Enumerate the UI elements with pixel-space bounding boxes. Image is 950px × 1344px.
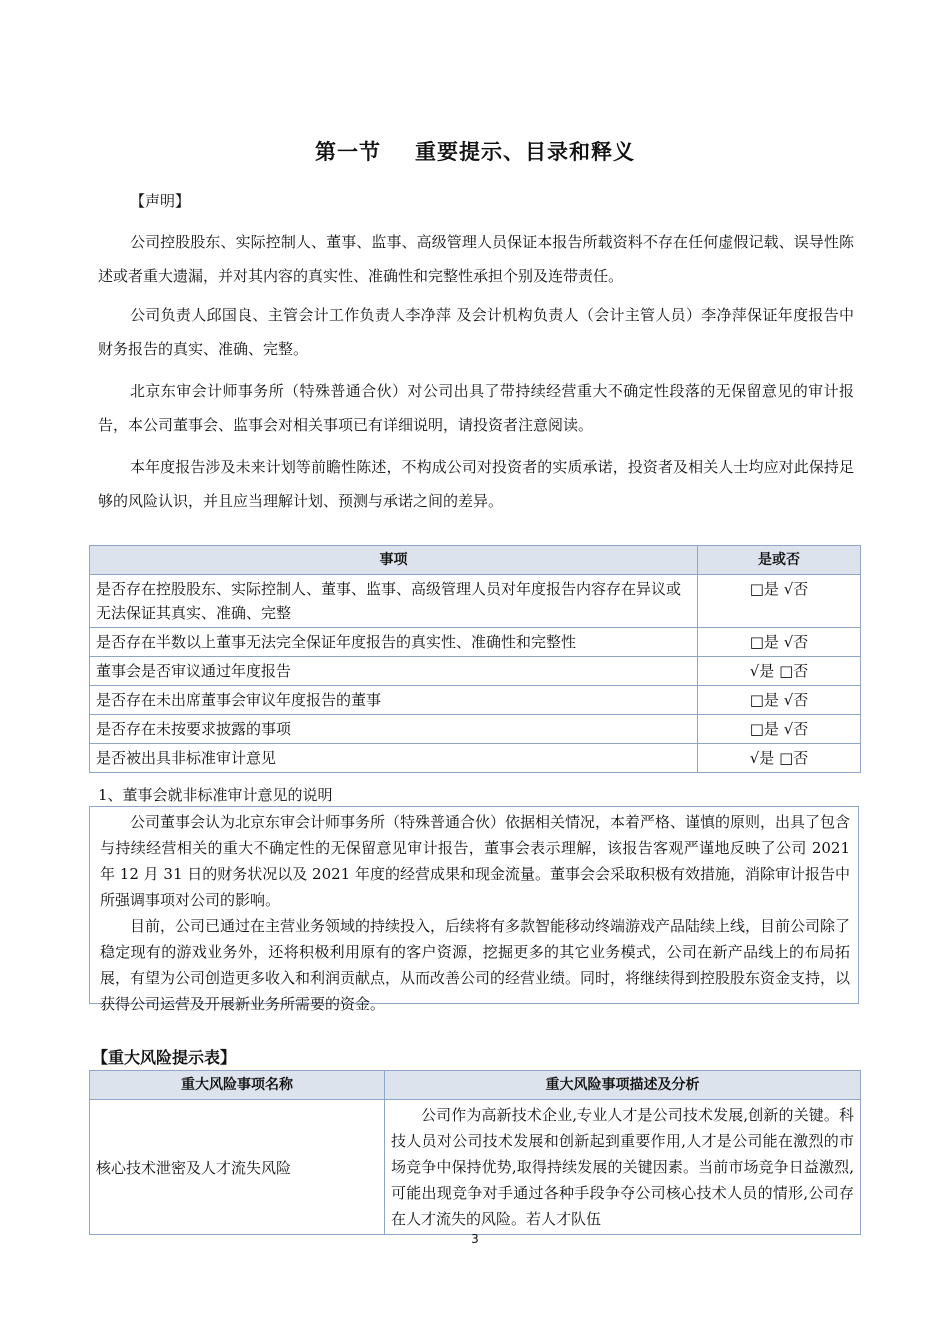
matter-answer: □是 √否	[698, 686, 861, 715]
table-row	[90, 715, 861, 744]
table-row	[90, 686, 861, 715]
matter-item: 是否被出具非标准审计意见	[90, 744, 698, 773]
note-paragraph: 公司董事会认为北京东审会计师事务所（特殊普通合伙）依据相关情况，本着严格、谨慎的原则，出具了包含与持续经营相关的重大不确定性的无保留意见审计报告，董事会表示理解，该报告客观严谨地反映了公司 2021 年 12 月 31 日的财务状况以及 2021 年度的经营成果和现金流量。董事会会采取积极有效措施，消除审计报告中所强调事项对公司的影响。	[100, 813, 851, 909]
paragraph-responsible-persons: 公司负责人邱国良、主管会计工作负责人李净萍 及会计机构负责人（会计主管人员）李净萍保证年度报告中财务报告的真实、准确、完整。	[98, 306, 854, 358]
matter-item: 是否存在未出席董事会审议年度报告的董事	[90, 686, 698, 715]
section-title: 重要提示、目录和释义	[415, 140, 635, 164]
matter-answer: □是 √否	[698, 715, 861, 744]
risk-table-title: 【重大风险提示表】	[92, 1048, 237, 1067]
paragraph-guarantee: 公司控股股东、实际控制人、董事、监事、高级管理人员保证本报告所载资料不存在任何虚假记载、误导性陈述或者重大遗漏，并对其内容的真实性、准确性和完整性承担个别及连带责任。	[98, 233, 854, 285]
table-row	[90, 1100, 861, 1235]
non-standard-opinion-heading: 1、董事会就非标准审计意见的说明	[98, 786, 333, 804]
paragraph-forward-looking: 本年度报告涉及未来计划等前瞻性陈述，不构成公司对投资者的实质承诺，投资者及相关人士均应对此保持足够的风险认识，并且应当理解计划、预测与承诺之间的差异。	[98, 458, 854, 510]
matter-answer: □是 √否	[698, 575, 861, 628]
note-paragraph: 目前，公司已通过在主营业务领域的持续投入，后续将有多款智能移动终端游戏产品陆续上线，目前公司除了稳定现有的游戏业务外，还将积极利用原有的客户资源，挖掘更多的其它业务模式，公司在新产品线上的布局拓展，有望为公司创造更多收入和利润贡献点，从而改善公司的经营业绩。同时，将继续得到控股股东资金支持，以获得公司运营及开展新业务所需要的资金。	[100, 917, 851, 1013]
section-number: 第一节	[315, 140, 381, 164]
risk-description: 公司作为高新技术企业,专业人才是公司技术发展,创新的关键。科技人员对公司技术发展和创新起到重要作用,人才是公司能在激烈的市场竞争中保持优势,取得持续发展的关键因素。当前市场竞争日益激烈,可能出现竞争对手通过各种手段争夺公司核心技术人员的情形,公司存在人才流失的风险。若人才队伍	[385, 1100, 861, 1235]
declaration-label: 【声明】	[130, 192, 191, 210]
matter-item: 是否存在未按要求披露的事项	[90, 715, 698, 744]
table-row	[90, 628, 861, 657]
matter-answer: √是 □否	[698, 744, 861, 773]
risk-table	[89, 1070, 861, 1235]
table-row	[90, 575, 861, 628]
matter-item: 董事会是否审议通过年度报告	[90, 657, 698, 686]
non-standard-opinion-box	[89, 806, 859, 1013]
paragraph-auditor-opinion: 北京东审会计师事务所（特殊普通合伙）对公司出具了带持续经营重大不确定性段落的无保留意见的审计报告，本公司董事会、监事会对相关事项已有详细说明，请投资者注意阅读。	[98, 382, 854, 434]
matter-item: 是否存在控股股东、实际控制人、董事、监事、高级管理人员对年度报告内容存在异议或无法保证其真实、准确、完整	[90, 575, 698, 628]
risk-header-description: 重大风险事项描述及分析	[385, 1071, 861, 1100]
table-row	[90, 657, 861, 686]
matter-answer: √是 □否	[698, 657, 861, 686]
matter-item: 是否存在半数以上董事无法完全保证年度报告的真实性、准确性和完整性	[90, 628, 698, 657]
matters-header-row	[90, 546, 861, 575]
table-row	[90, 744, 861, 773]
risk-name: 核心技术泄密及人才流失风险	[90, 1100, 385, 1235]
matters-header-answer: 是或否	[698, 546, 861, 575]
risk-header-row	[90, 1071, 861, 1100]
section-heading	[0, 136, 950, 166]
matter-answer: □是 √否	[698, 628, 861, 657]
matters-header-item: 事项	[90, 546, 698, 575]
matters-table	[89, 545, 861, 773]
page-number: 3	[471, 1232, 479, 1246]
risk-header-name: 重大风险事项名称	[90, 1071, 385, 1100]
